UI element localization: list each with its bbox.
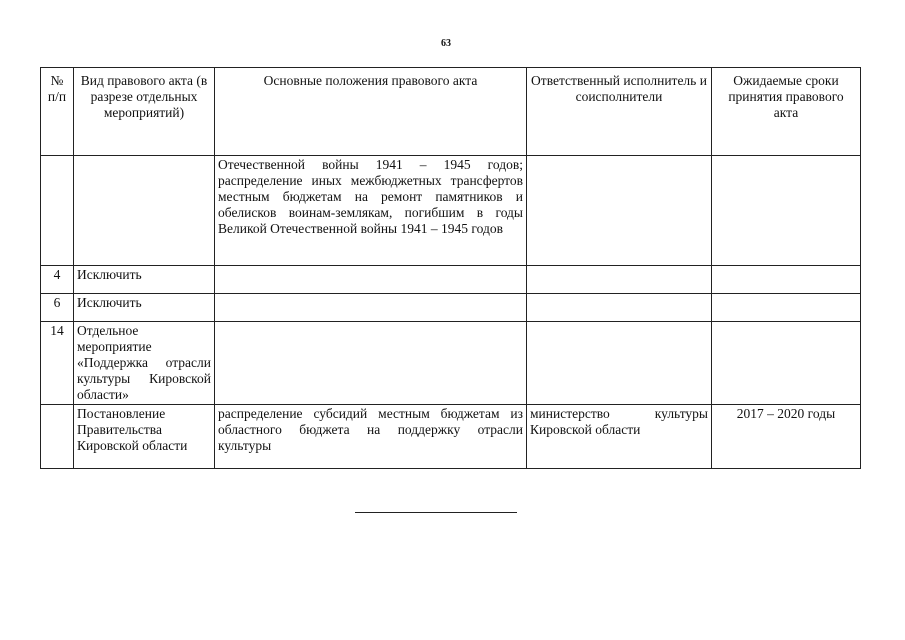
page-number: 63	[441, 38, 451, 49]
row-provisions: Отечественной войны 1941 – 1945 годов; распределение иных межбюджетных трансфертов местным бюджетам на ремонт памятников и обелисков воинам-землякам, погибшим в годы Великой Отечественной войны 1941 – 1945 годов	[215, 156, 527, 266]
header-act-type: Вид правового акта (в разрезе отдельных мероприятий)	[74, 68, 215, 156]
legal-acts-table	[40, 67, 861, 469]
table-header-row	[41, 68, 861, 156]
header-num: № п/п	[41, 68, 74, 156]
row-deadline: 2017 – 2020 годы	[712, 405, 861, 469]
row-num: 4	[41, 266, 74, 294]
row-act-type: Отдельное мероприятие «Поддержка отрасли культуры Кировской области»	[74, 322, 215, 405]
row-provisions: распределение субсидий местным бюджетам из областного бюджета на поддержку отрасли культуры	[215, 405, 527, 469]
row-num	[41, 405, 74, 469]
table-row	[41, 266, 861, 294]
row-responsible	[527, 156, 712, 266]
row-act-type	[74, 156, 215, 266]
row-provisions	[215, 294, 527, 322]
row-num	[41, 156, 74, 266]
table-row	[41, 294, 861, 322]
header-responsible: Ответственный исполнитель и соисполнители	[527, 68, 712, 156]
row-responsible	[527, 294, 712, 322]
row-act-type: Исключить	[74, 266, 215, 294]
table-row	[41, 156, 861, 266]
row-num: 14	[41, 322, 74, 405]
table-row	[41, 322, 861, 405]
row-deadline	[712, 322, 861, 405]
header-provisions: Основные положения правового акта	[215, 68, 527, 156]
row-responsible	[527, 266, 712, 294]
header-deadline: Ожидаемые сроки принятия правового акта	[712, 68, 861, 156]
row-responsible	[527, 322, 712, 405]
row-provisions	[215, 322, 527, 405]
row-num: 6	[41, 294, 74, 322]
row-act-type: Постановление Правительства Кировской области	[74, 405, 215, 469]
row-act-type: Исключить	[74, 294, 215, 322]
end-of-document-rule	[355, 512, 517, 513]
row-provisions	[215, 266, 527, 294]
row-responsible: министерство культуры Кировской области	[527, 405, 712, 469]
row-deadline	[712, 294, 861, 322]
table-row	[41, 405, 861, 469]
row-deadline	[712, 266, 861, 294]
row-deadline	[712, 156, 861, 266]
